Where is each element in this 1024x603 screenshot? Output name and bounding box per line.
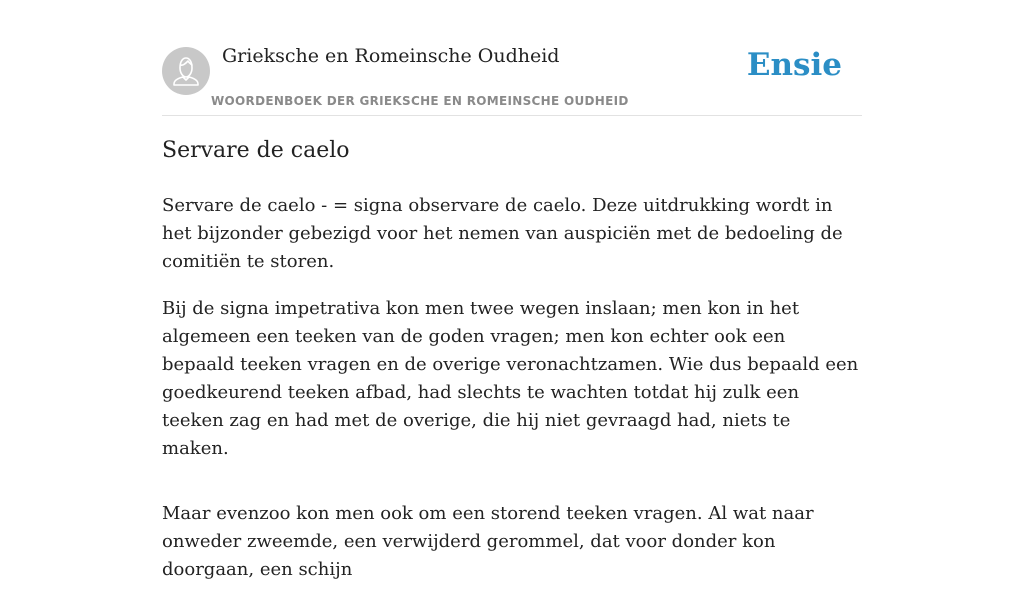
brand-logo-link[interactable]: Ensie	[746, 47, 842, 83]
user-outline-icon	[162, 47, 210, 95]
source-header	[162, 0, 862, 116]
entry-title: Servare de caelo	[162, 138, 350, 163]
entry-body	[162, 192, 862, 603]
entry-paragraph: Maar evenzoo kon men ook om een storend teeken vragen. Al wat naar onweder zweemde, een verwijderd gerommel, dat voor donder kon doorgaan, een schijn	[162, 503, 814, 580]
page	[162, 0, 862, 580]
source-avatar[interactable]	[162, 47, 210, 95]
source-title[interactable]: Grieksche en Romeinsche Oudheid	[222, 45, 560, 67]
entry-paragraph: Servare de caelo - = signa observare de caelo. Deze uitdrukking wordt in het bijzonder gebezigd voor het nemen van auspiciën met de bedoeling de comitiën te storen.	[162, 195, 843, 272]
source-subtitle: WOORDENBOEK DER GRIEKSCHE EN ROMEINSCHE OUDHEID	[211, 94, 629, 108]
entry-paragraph: Bij de signa impetrativa kon men twee wegen inslaan; men kon in het algemeen een teeken van de goden vragen; men kon echter ook een bepaald teeken vragen en de overige veronachtzamen. Wie dus bepaald een goedkeurend teeken afbad, had slechts te wachten totdat hij zulk een teeken zag en had met de overige, die hij niet gevraagd had, niets te maken.	[162, 298, 859, 459]
